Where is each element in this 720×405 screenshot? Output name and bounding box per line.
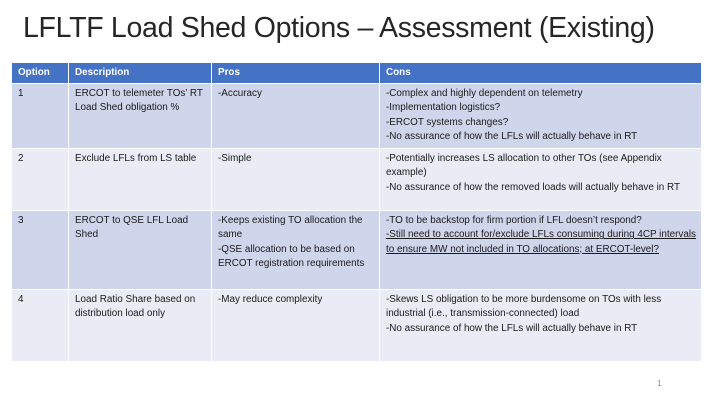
pros-item: -Accuracy <box>218 88 262 100</box>
header-option: Option <box>12 63 69 84</box>
pros-cell <box>212 149 380 211</box>
cons-cell <box>380 211 702 290</box>
cons-item: -Complex and highly dependent on telemetry <box>386 88 583 100</box>
pros-cell <box>212 84 380 149</box>
cons-item: -Implementation logistics? <box>386 102 501 114</box>
pros-cell <box>212 211 380 290</box>
table-row <box>12 84 702 149</box>
pros-item: -QSE allocation to be based on ERCOT registration requirements <box>218 243 365 269</box>
table-row <box>12 290 702 362</box>
description-cell: ERCOT to QSE LFL Load Shed <box>69 211 212 290</box>
table-row <box>12 149 702 211</box>
table-header-row <box>12 63 702 84</box>
pros-item: -Keeps existing TO allocation the same <box>218 215 363 241</box>
page-number: 1 <box>657 378 662 388</box>
cons-item-underlined: -Still need to account for/exclude LFLs consuming during 4CP intervals to ensure MW not included in TO allocations; at ERCOT-level? <box>386 229 696 255</box>
option-cell: 4 <box>12 290 69 362</box>
cons-cell <box>380 84 702 149</box>
table-row <box>12 211 702 290</box>
pros-item: -May reduce complexity <box>218 294 323 306</box>
cons-item: -No assurance of how the removed loads will actually behave in RT <box>386 181 681 193</box>
pros-cell <box>212 290 380 362</box>
options-table <box>11 62 702 362</box>
option-cell: 2 <box>12 149 69 211</box>
option-cell: 1 <box>12 84 69 149</box>
cons-item: -ERCOT systems changes? <box>386 116 509 128</box>
header-pros: Pros <box>212 63 380 84</box>
pros-item: -Simple <box>218 153 252 165</box>
cons-item: -No assurance of how the LFLs will actually behave in RT <box>386 130 638 142</box>
option-cell: 3 <box>12 211 69 290</box>
cons-cell <box>380 149 702 211</box>
description-cell: Load Ratio Share based on distribution load only <box>69 290 212 362</box>
description-cell: ERCOT to telemeter TOs’ RT Load Shed obligation % <box>69 84 212 149</box>
cons-item: -Potentially increases LS allocation to other TOs (see Appendix example) <box>386 153 662 179</box>
header-cons: Cons <box>380 63 702 84</box>
description-cell: Exclude LFLs from LS table <box>69 149 212 211</box>
header-description: Description <box>69 63 212 84</box>
slide-title: LFLTF Load Shed Options – Assessment (Existing) <box>23 12 655 44</box>
cons-item: -No assurance of how the LFLs will actually behave in RT <box>386 322 638 334</box>
cons-item: -TO to be backstop for firm portion if LFL doesn’t respond? <box>386 215 642 227</box>
cons-item: -Skews LS obligation to be more burdensome on TOs with less industrial (i.e., transmission-connected) load <box>386 294 662 320</box>
cons-cell <box>380 290 702 362</box>
